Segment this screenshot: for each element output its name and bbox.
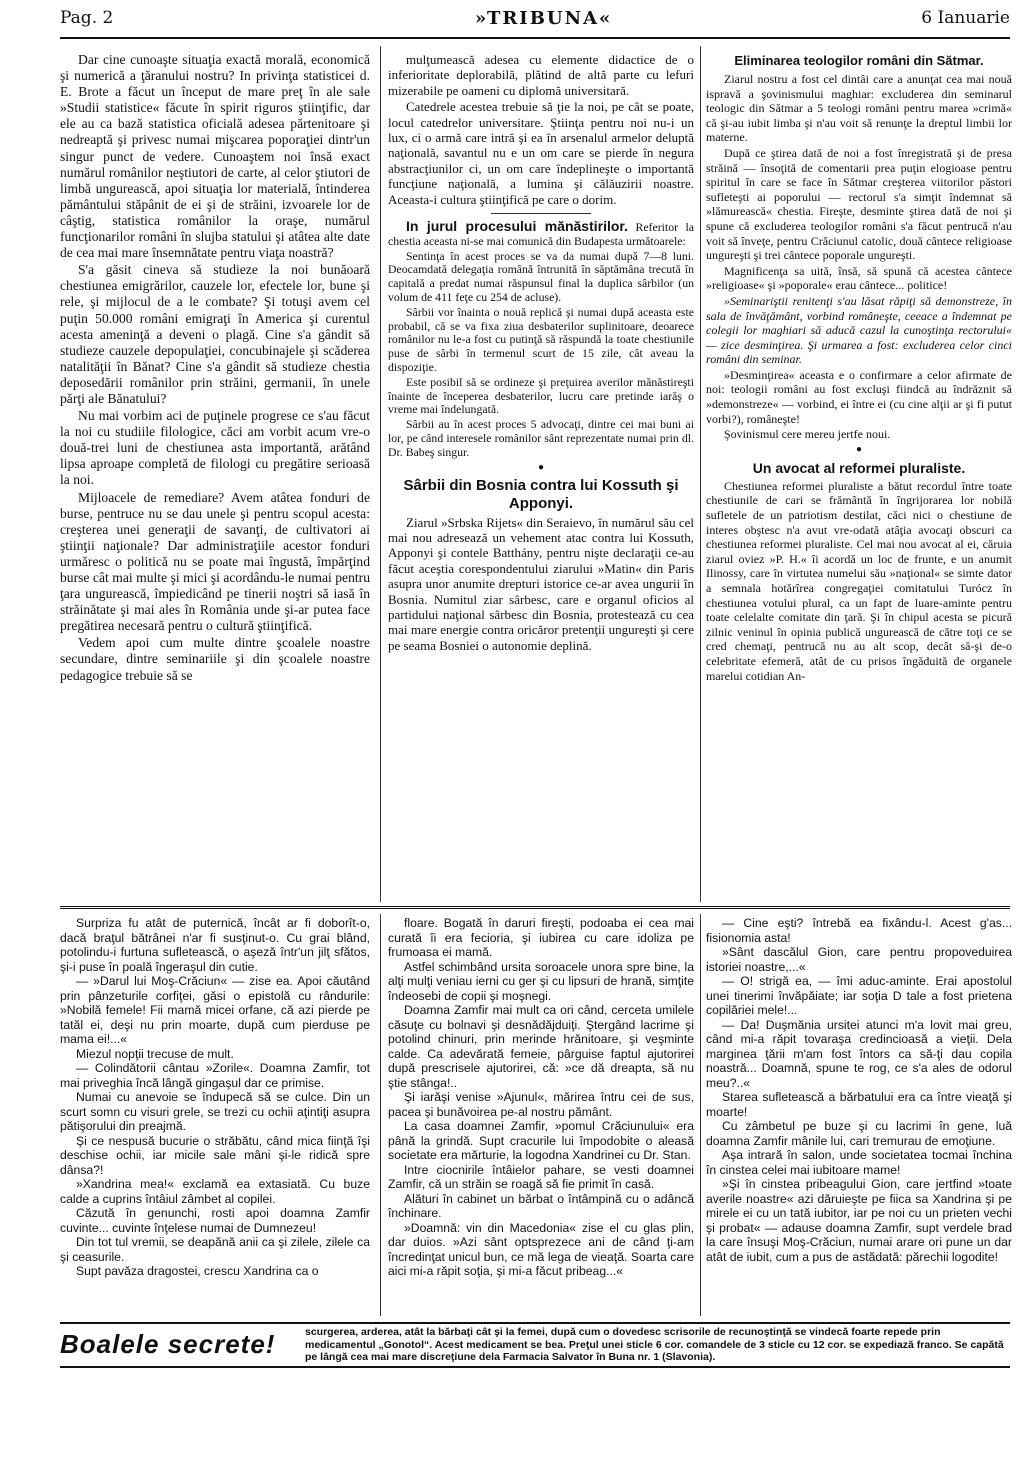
news-title: In jurul procesului mănăstirilor.	[406, 218, 628, 235]
story-paragraph: — »Darul lui Moş-Crăciun« — zise ea. Apoi căutând prin pânzeturile corfiţei, găsi o epistolă cu rândurile: »Nobilă femele! Fii mamă micei orfane, că azi pierde pe tatăl ei, deşi nu prin moarte, după cum pierduse pe mama ei!...«	[60, 974, 370, 1046]
story-paragraph: Căzută în genunchi, rosti apoi doamna Zamfir cuvinte... cuvinte înţelese numai de Dumnezeu!	[60, 1206, 370, 1235]
article-paragraph: Mijloacele de remediare? Avem atâtea fonduri de burse, pentruce nu se dau unele şi pentru scopul acesta: creşterea unei generaţii de savanţi, de cultivatori ai ştiinţii naţionale? Dar administraţiile acestor fonduri urmăresc o politică nu se poate mai îngustă, împărţind burse cât mai multe şi mici şi acordându-le numai pentru ţara ungurească, împiedicând pe tinerii noştri să iasă în străinătate şi mai ales în România unde şi-ar putea face pregătirea necesară pentru o cultură ştiinţifică.	[60, 489, 370, 634]
column-1	[60, 52, 370, 902]
bullet-separator: ●	[537, 461, 545, 473]
news-lead: Referitor la chestia aceasta ni-se mai comunică din Budapesta următoarele:	[388, 220, 694, 248]
story-paragraph: Astfel schimbând ursita soroacele unora spre bine, la alţi mulţi veniau ierni cu ger şi cu lipsuri de hrană, simţite îndeosebi de copii şi moşnegi.	[388, 959, 694, 1003]
story-paragraph: »Sânt dascălul Gion, care pentru propoveduirea istoriei noastre,...«	[706, 945, 1012, 974]
newspaper-title: »TRIBUNA«	[475, 8, 613, 29]
article-paragraph: »Seminariştii renitenţi s'au lăsat răpiţi să demonstreze, în sala de învăţământ, vorbind româneşte, ceeace a îndemnat pe colegii lor maghiari să aducă cazul la cunoştinţa rectorului« — zice desminţirea. Şi urmarea a fost: excluderea celor cinci români din seminar.	[706, 293, 1012, 367]
article-paragraph: Ziarul »Srbska Rijets« din Seraievo, în numărul său cel mai nou adresează un vehement atac contra lui Kossuth, Apponyi şi contele Batthány, pentru nişte declaraţii ce-au făcut aceştia corespondentului ziarului »Matin« din Paris asupra unor anumite drepturi istorice ce-ar avea ungurii în Bosnia. Numitul ziar sârbesc, care e organul oficios al partidului naţional sârbesc din Bosnia, protestează cu cea mai mare energie contra oricăror pretenţii ungureşti şi cere pe seama Bosniei o autonomie deplină.	[388, 514, 694, 653]
article-paragraph: »Desminţirea« aceasta e o confirmare a celor afirmate de noi: teologii români au fost excluşi fiindcă au îndrăznit să »demonstreze« — vorbind, ei între ei (cu cine alţii ar şi fi putut vorbi?), româneşte!	[706, 367, 1012, 426]
news-headline: Un avocat al reformei pluraliste.	[752, 459, 966, 476]
story-paragraph: Supt pavăza dragostei, crescu Xandrina ca o	[76, 1264, 319, 1278]
ad-text: scurgerea, arderea, atât la bărbaţi cât şi la femei, după cum o dovedesc scrisorile de recunoştinţă se vindecă foarte repede prin medicamentul „Gonotol“. Acest medicament se bea. Preţul unei sticle 6 cor. comandele de 3 sticle cu 12 cor. se expediază franco. Se capătă pe lângă cea mai mare discreţiune dela Farmacia Salvator în Buna nr. 1 (Slavonia).	[305, 1326, 1004, 1363]
story-paragraph: »Doamnă: vin din Macedonia« zise el cu glas plin, dar duios. »Azi sânt optsprezece ani de când ţi-am încredinţat unicul bun, ce mă lega de vieaţă. Soarta care aici mi-a răpit soţia, şi mi-a făcut pribeag...«	[388, 1220, 694, 1278]
page-number: Pag. 2	[60, 8, 114, 28]
column-divider	[380, 914, 381, 1316]
ad-title: Boalele secrete!	[60, 1329, 276, 1359]
story-paragraph: Şi iarăşi venise »Ajunul«, mărirea întru cei de sus, pacea şi bunăvoirea pe-al nostru pământ.	[388, 1090, 694, 1119]
bullet-separator: ●	[855, 443, 863, 455]
story-paragraph: »Xandrina mea!« exclamă ea extasiată. Cu buze calde a cuprins întâiul zâmbet al copilei.	[60, 1177, 370, 1206]
story-paragraph: La casa doamnei Zamfir, »pomul Crăciunului« era până la grindă. Supt cracurile lui împodobite o aleasă societate era mărturie, la logodna Xandrinei cu Dr. Stan.	[388, 1119, 694, 1162]
article-paragraph: Dar cine cunoaşte situaţia exactă morală, economică şi numerică a ţăranului nostru? In privinţa statisticei d. E. Brote a făcut un început de mare preţ în ale sale »Studii statistice« făcute în spirit riguros ştiinţific, dar ele au ca bază statistica oficială adesea părtenitoare şi nedreaptă şi privesc numai mişcarea poporaţiei dintr'un singur punct de vedere. Cunoaştem noi însă exact numărul românilor neştiutori de carte, al celor ştiutori de limbă ungurească, apoi situaţia lor materială, întinderea pământului stăpânit de ei şi de străini, izvoarele lor de câştig, statistica românilor la oraşe, numărul funcţionarilor români în slujba statului şi atâtea alte date de cea mai mare însemnătate pentru viaţa noastră?	[60, 52, 370, 261]
story-paragraph: Cu zâmbetul pe buze şi cu lacrimi în gene, luă doamna Zamfir mânile lui, cari tremurau de emoţiune.	[706, 1119, 1012, 1148]
story-paragraph: — O! strigă ea, — îmi aduc-aminte. Erai apostolul unei tinerimi învăpăiate; iar soţia D tale a fost prietena copilăriei mele!...	[706, 974, 1012, 1017]
news-headline: Sârbii din Bosnia contra lui Kossuth şi Apponyi.	[403, 476, 679, 512]
story-paragraph: floare. Bogată în daruri fireşti, podoaba ei cea mai curată îi era fecioria, şi iubirea cu care idoliza pe frumoasa ei mamă.	[388, 916, 694, 959]
story-paragraph: — Colindătorii cântau »Zorile«. Doamna Zamfir, tot mai priveghia încă lângă gingaşul dar ce primise.	[60, 1061, 370, 1090]
feuilleton-column-2	[388, 916, 694, 1316]
news-item	[388, 220, 694, 249]
article-paragraph: Chestiunea reformei pluraliste a bătut recordul între toate chestiunile de cari se frământă în îngrijorarea lor nobilă sufletele de un patriotism destilat, căci nici o chestiune de interes obştesc n'a avut vre-odată atâţia avocaţi obscuri ca chestiunea reformei pluraliste. Cel mai nou avocat al ei, căruia ziarul oviez »P. H.« îi acordă un loc de frunte, e un anumit Ilinossy, care în virtutea numelui său »naţional« se simte dator a semnala hotărîrea congregaţiei comitatului Turócz în chestiunea votului plural, ca un fapt de luare-aminte pentru toate celelalte comitate din ţară. Şi în chipul acesta se picură zilnic veninul în opinia publică ungurească de către toţi ce se cred chemaţi, pentrucă nu au alt scop, decât să-şi de-o celebritate efemeră, atât de cu prisos îngăduită de organele marelui cotidian An-	[706, 478, 1012, 683]
story-paragraph: Intre ciocnirile întâielor pahare, se vesti doamnei Zamfir, că un străin se roagă să fie primit în casă.	[388, 1162, 694, 1191]
story-paragraph: Şi ce nespusă bucurie o străbătu, când mica fiinţă îşi deschise ochii, iar micile sale mâni şi-le ridică spre dânsa?!	[60, 1133, 370, 1177]
story-paragraph: Miezul nopţii trecuse de mult.	[76, 1046, 234, 1061]
article-paragraph: După ce ştirea dată de noi a fost înregistrată şi de presa străină — însoţită de comentarii prea puţin elogioase pentru spiritul în care se face în Sătmar creşterea viitorilor păstori sufleteşti ai poporului — rectorul s'a simţit îndemnat să »lămurească« chestia. Fireşte, desminte ştirea dată de noi şi spune că excluderea teologilor români s'a făcut pentrucă n'au voit să înveţe, pentru Crăciunul catolic, două cântece religioase ungureşti şi trei cântece poporale ungureşti.	[706, 145, 1012, 263]
story-paragraph: Doamna Zamfir mai mult ca ori când, cerceta umilele căsuţe cu bolnavi şi desnădăjduiţi. Ştergând lacrime şi potolind chinuri, prin merinde hrănitoare, şi veşminte calde. Ca adevărată femeie, pârguise faptul ajutorirei după prescrisele ajutorirei, că: »ce dă dreapta, să nu ştie stânga!..	[388, 1003, 694, 1090]
story-paragraph: Starea sufletească a bărbatului era ca între vieaţă şi moarte!	[706, 1090, 1012, 1119]
article-paragraph: S'a găsit cineva să studieze la noi bunăoară chestiunea emigrărilor, cauzele lor, efectele lor, bune şi rele, şi mijlocul de a le combate? Şi totuşi avem cel puţin 50.000 români emigraţi în America şi curentul acesta ameninţă a deveni o plagă. Cine s'a gândit să studieze cauzele depopulaţiei, concubinajele şi scăderea natalităţii în Bănat? Cine s'a gândit să studieze chestia deposedării românilor prin străini, germanii, în unele părţi ale Bănatului?	[60, 262, 370, 406]
news-headline: Eliminarea teologilor români din Sătmar.	[734, 53, 984, 68]
article-paragraph: Catedrele acestea trebuie să ţie la noi, pe cât se poate, locul catedrelor universitare. Ştiinţa pentru noi nu-i un lux, ci o armă care intră şi ea în arsenalul armelor deluptă naţională, savantul nu e un om care se pierde în negura abstracţiunilor ci, un om care îndeplineşte o importantă funcţiune naţională, a lumina şi călăuzirii noastre. Aceasta-i cultura ştiinţifică pe care o dorim.	[388, 99, 694, 207]
article-paragraph: Sentinţa în acest proces se va da numai după 7—8 luni. Deocamdată delegaţia română întrunită în săptămâna trecută în capitală a predat numai răspunsul final la duplica sârbilor (un volum de 411 feţe cu 254 de acluse).	[388, 248, 694, 305]
issue-date: 6 Ianuarie	[921, 8, 1010, 28]
section-divider	[491, 213, 591, 214]
story-paragraph: — Cine eşti? întrebă ea fixându-l. Acest g'as... fisionomia asta!	[706, 916, 1012, 945]
article-paragraph: Este posibil să se ordineze şi preţuirea averilor mănăstireşti înainte de începerea desbaterilor, lucru care pretinde iarăş o vreme mai îndelungată.	[388, 374, 694, 417]
story-paragraph: Surpriza fu atât de puternică, încât ar fi doborît-o, dacă braţul bătrânei n'ar fi susţinut-o. Cu grai blând, potolindu-i furtuna sufletească, o aşeză într'un jilţ sfătos, şi-i puse în poală îngeraşul din cutie.	[60, 916, 370, 974]
article-paragraph: Sârbii au în acest proces 5 advocaţi, dintre cei mai buni ai lor, pe când interesele românilor sânt reprezentate numai prin dl. Dr. Babeş singur.	[388, 417, 694, 459]
story-paragraph: — Da! Duşmănia ursitei atunci m'a lovit mai greu, când mi-a răpit tovaraşa credincioasă a vieţii. Dela marginea ţării m'am fost întors ca să-ţi dau copila noastră... Doamnă, spune te rog, ce s'a ales de odorul meu?..«	[706, 1017, 1012, 1090]
story-paragraph: Din tot tul vremii, se deapănă anii ca şi zilele, zilele ca şi ceasurile.	[60, 1235, 370, 1264]
article-paragraph: Sârbii vor înainta o nouă replică şi numai după aceasta este probabil, că se va fixa ziua desbaterilor suplinitoare, deoarece românilor nu le-a fost cu putinţă să răspundă la toate chestiunile puse de sârbi în termenul scurt de 15 zile, cât aveau la dispoziţie.	[388, 304, 694, 375]
feuilleton-column-3	[706, 916, 1012, 1316]
column-divider	[380, 46, 381, 902]
column-divider	[700, 46, 701, 902]
masthead-rule	[60, 37, 1010, 39]
article-paragraph: mulţumească adesea cu elemente didactice de o inferioritate deplorabilă, plătind de altă parte cu lefuri mizerabile pe oameni cu diplomă universitară.	[388, 52, 694, 98]
article-paragraph: Magnificenţa sa uită, însă, să spună că acestea cântece »religioase« şi »poporale« erau cântece... politice!	[706, 263, 1012, 293]
article-paragraph: Ziarul nostru a fost cel dintâi care a anunţat cea mai nouă ispravă a şovinismului maghiar: excluderea din seminarul teologic din Sătmar a 5 teologi români pentru marea »crimă« că şi-au iubit limba şi n'au voit să renunţe la dreptul limbii lor materne.	[706, 72, 1012, 145]
masthead	[60, 8, 1010, 34]
story-paragraph: Numai cu anevoie se îndupecă să se culce. Din un scurt somn cu visuri grele, se trezi cu ochii aţintiţi asupra pătişorului din preajmă.	[60, 1090, 370, 1133]
column-3	[706, 52, 1012, 902]
story-paragraph: Alături în cabinet un bărbat o întâmpină cu o adâncă închinare.	[388, 1191, 694, 1220]
story-paragraph: Aşa intrară în salon, unde societatea tocmai închina în cinstea celei mai iubitoare mame!	[706, 1148, 1012, 1177]
article-paragraph: Şovinismul cere mereu jertfe noui.	[724, 427, 891, 442]
feuilleton-rule	[60, 906, 1010, 909]
article-paragraph: Vedem apoi cum multe dintre şcoalele noastre secundare, dintre seminariile şi din şcoalele noastre pedagogice trebuie să se	[60, 635, 370, 683]
article-paragraph: Nu mai vorbim aci de puţinele progrese ce s'au făcut la noi cu studiile filologice, căci am vorbit acum vre-o două-trei luni de chestiunea asta importantă, arătând lipsa aproape completă de filologi cu pregătire serioasă la noi.	[60, 408, 370, 488]
feuilleton-column-1	[60, 916, 370, 1316]
column-divider	[700, 914, 701, 1316]
advertisement	[60, 1322, 1010, 1368]
column-2	[388, 52, 694, 902]
story-paragraph: »Şi în cinstea pribeagului Gion, care jertfind »toate averile noastre« azi dăruieşte pe fiica sa Xandrina şi pe mirele ei cu un tată iubitor, iar pe noi cu un prieten vechi şi probat« — adause doamna Zamfir, supt verdele brad la care însuşi Moş-Crăciun, numai arare ori pune un dar atât de iubit, cum a pus de astădată: părechii logodite!	[706, 1177, 1012, 1264]
